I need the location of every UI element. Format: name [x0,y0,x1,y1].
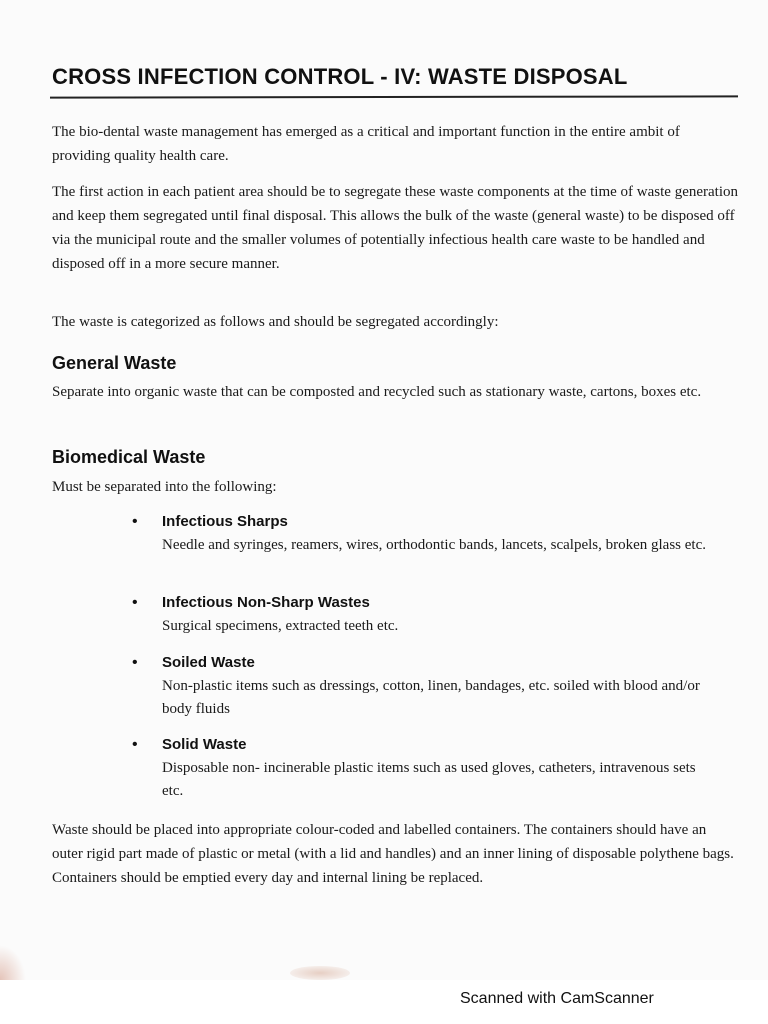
biomedical-waste-intro: Must be separated into the following: [52,479,277,495]
bullet-icon: • [132,513,138,530]
finger-shadow [290,966,350,980]
intro-paragraph-1: The bio-dental waste management has emerged as a critical and important function in the entire ambit of providing quality health care. [52,124,680,164]
list-item-text: Surgical specimens, extracted teeth etc. [162,618,399,634]
camscanner-watermark: Scanned with CamScanner [460,990,654,1007]
page-title: CROSS INFECTION CONTROL - IV: WASTE DISPOSAL [52,64,628,89]
list-item-text: Needle and syringes, reamers, wires, orthodontic bands, lancets, scalpels, broken glass etc. [162,537,706,553]
closing-paragraph: Waste should be placed into appropriate colour-coded and labelled containers. The containers should have an outer rigid part made of plastic or metal (with a lid and handles) and an inner lining of disposable polythene bags. Containers should be emptied every day and internal lining be replaced. [52,822,734,886]
bullet-icon: • [132,654,138,671]
list-item-title: Infectious Sharps [162,513,288,530]
title-underline [50,95,738,98]
bullet-icon: • [132,594,138,611]
list-item-text: Disposable non- incinerable plastic items such as used gloves, catheters, intravenous sets etc. [162,760,696,799]
biomedical-waste-heading: Biomedical Waste [52,447,206,467]
intro-paragraph-3: The waste is categorized as follows and should be segregated accordingly: [52,314,499,330]
finger-shadow [0,945,26,980]
intro-paragraph-2: The first action in each patient area should be to segregate these waste components at the time of waste generation and keep them segregated until final disposal. This allows the bulk of the waste (general waste) to be disposed off via the municipal route and the smaller volumes of potentially infectious health care waste to be handled and disposed off in a more secure manner. [52,184,738,272]
list-item-title: Infectious Non-Sharp Wastes [162,594,370,611]
bullet-icon: • [132,736,138,753]
general-waste-text: Separate into organic waste that can be composted and recycled such as stationary waste, cartons, boxes etc. [52,384,702,400]
list-item-title: Soiled Waste [162,654,255,671]
list-item-title: Solid Waste [162,736,247,753]
general-waste-heading: General Waste [52,353,177,373]
list-item-text: Non-plastic items such as dressings, cotton, linen, bandages, etc. soiled with blood and/or body fluids [162,678,700,717]
